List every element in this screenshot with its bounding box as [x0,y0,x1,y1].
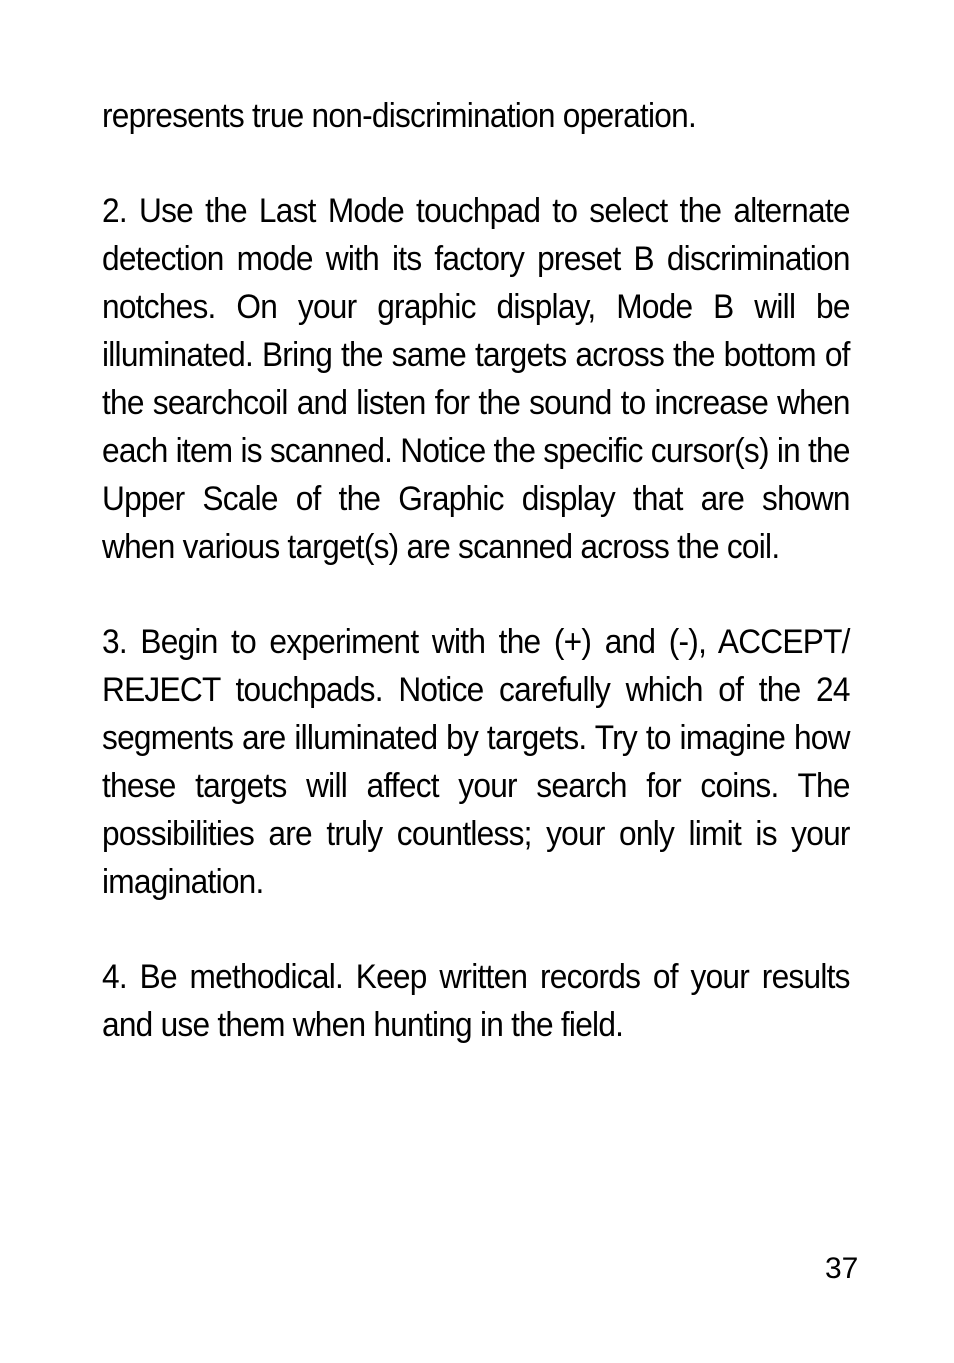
paragraph-intro: represents true non-discrimination operation. [102,97,696,135]
paragraph-step-4: 4. Be methodical. Keep written records of your results and use them when hunting in the field. [102,958,850,1044]
paragraph-gap [102,906,850,953]
paragraph-gap [102,140,850,187]
paragraph-step-3: 3. Begin to experiment with the (+) and (-), ACCEPT/ REJECT touchpads. Notice carefully which of the 24 segments are illuminated by targets. Try to imagine how these targets will affect your search for coins. The possibilities are truly countless; your only limit is your imagination. [102,623,850,901]
page-number: 37 [825,1252,859,1285]
paragraph-gap [102,571,850,618]
page-body [102,92,850,1049]
paragraph-step-2: 2. Use the Last Mode touchpad to select the alternate detection mode with its factory preset B discrimination notches. On your graphic display, Mode B will be illuminated. Bring the same targets across the bottom of the searchcoil and listen for the sound to increase when each item is scanned. Notice the specific cursor(s) in the Upper Scale of the Graphic display that are shown when various target(s) are scanned across the coil. [102,192,850,566]
